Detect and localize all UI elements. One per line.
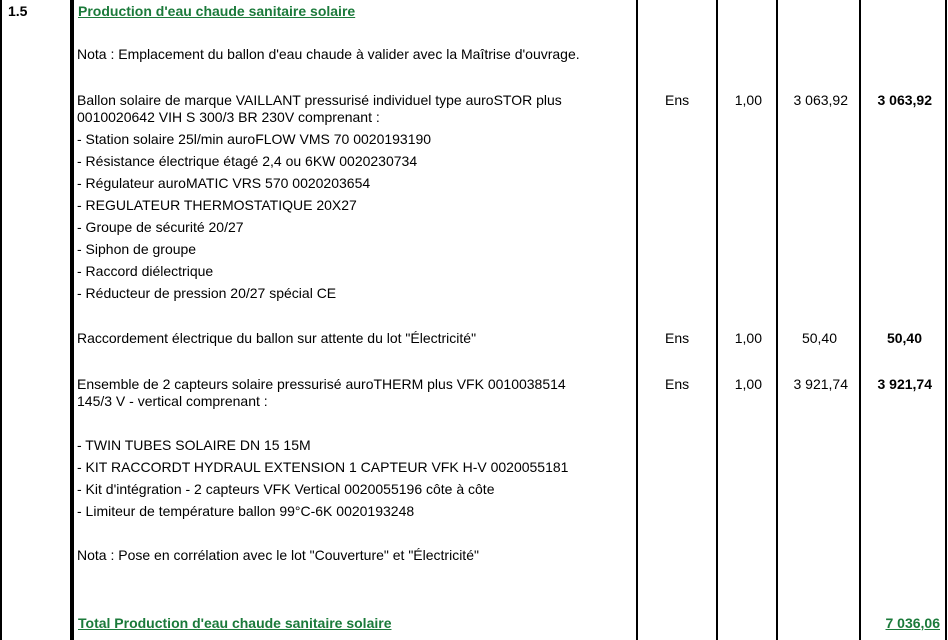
ballon-unit: Ens [665,92,690,108]
capteurs-total: 3 921,74 [877,376,932,392]
ballon-unit-price: 3 063,92 [793,92,848,108]
ballon-component: - Raccord diélectrique [77,263,214,279]
capteurs-desc-line1: Ensemble de 2 capteurs solaire pressurisé auroTHERM plus VFK 0010038514 [77,376,566,392]
capteurs-qty: 1,00 [734,376,762,392]
raccordement-qty: 1,00 [734,330,762,346]
raccordement-desc: Raccordement électrique du ballon sur attente du lot "Électricité" [77,330,477,346]
note-location: Nota : Emplacement du ballon d'eau chaude à valider avec la Maîtrise d'ouvrage. [77,46,580,62]
col-border [859,0,861,640]
total-label: Total Production d'eau chaude sanitaire solaire [78,615,392,631]
col-border [0,0,2,640]
raccordement-unit-price: 50,40 [801,330,837,346]
ballon-component: - Station solaire 25l/min auroFLOW VMS 70 0020193190 [77,131,432,147]
capteurs-unit-price: 3 921,74 [793,376,848,392]
capteurs-component: - Limiteur de température ballon 99°C-6K 0020193248 [77,503,415,519]
col-border [716,0,718,640]
capteurs-component: - KIT RACCORDT HYDRAUL EXTENSION 1 CAPTEUR VFK H-V 0020055181 [77,459,569,475]
ballon-desc-line2: 0010020642 VIH S 300/3 BR 230V comprenant : [77,109,380,125]
ballon-component: - Résistance électrique étagé 2,4 ou 6KW 0020230734 [77,153,418,169]
section-number: 1.5 [8,3,28,19]
ballon-component: - REGULATEUR THERMOSTATIQUE 20X27 [77,197,357,213]
capteurs-desc-line2: 145/3 V - vertical comprenant : [77,393,268,409]
capteurs-component: - Kit d'intégration - 2 capteurs VFK Vertical 0020055196 côte à côte [77,481,495,497]
col-border [945,0,947,640]
col-border [636,0,638,640]
raccordement-total: 50,40 [886,330,922,346]
ballon-component: - Groupe de sécurité 20/27 [77,219,244,235]
col-border [70,0,74,640]
capteurs-unit: Ens [665,376,690,392]
capteurs-component: - TWIN TUBES SOLAIRE DN 15 15M [77,437,311,453]
ballon-component: - Siphon de groupe [77,241,197,257]
note-pose: Nota : Pose en corrélation avec le lot "Couverture" et "Électricité" [77,547,479,563]
ballon-desc-line1: Ballon solaire de marque VAILLANT pressurisé individuel type auroSTOR plus [77,92,562,108]
ballon-component: - Régulateur auroMATIC VRS 570 0020203654 [77,175,371,191]
ballon-component: - Réducteur de pression 20/27 spécial CE [77,285,337,301]
ballon-total: 3 063,92 [877,92,932,108]
raccordement-unit: Ens [665,330,690,346]
section-title: Production d'eau chaude sanitaire solaire [78,3,356,19]
total-value: 7 036,06 [885,615,940,631]
ballon-qty: 1,00 [734,92,762,108]
